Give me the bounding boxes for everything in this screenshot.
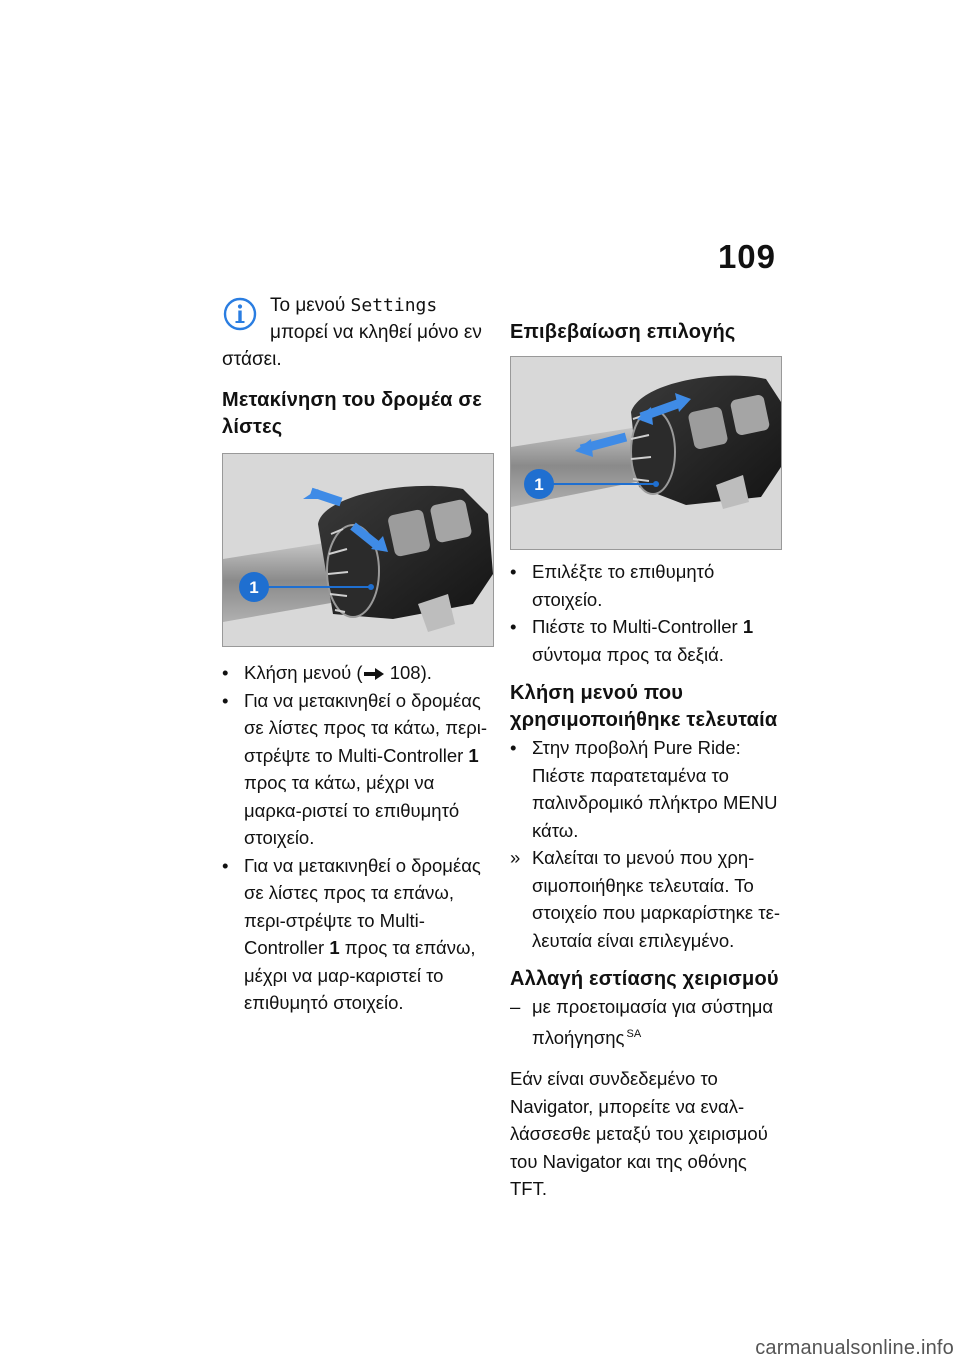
list-item	[510, 734, 782, 844]
bullet-marker: •	[222, 689, 229, 711]
section-heading-move-cursor: Μετακίνηση του δρομέα σε λίστες	[222, 389, 482, 438]
result-marker: »	[510, 847, 521, 868]
note-code: Settings	[350, 295, 438, 316]
list-item	[222, 687, 494, 852]
body-paragraph: Εάν είναι συνδεδεμένο το Navigator, μπορείτε να εναλ-λάσσεσθε μεταξύ του χειρισμού του Navigator και της οθόνης TFT.	[510, 1068, 768, 1200]
list-item-text: προς τα κάτω, μέχρι να μαρκα-ριστεί το επιθυμητό στοιχείο.	[244, 772, 460, 848]
note-text-line2: μπορεί να κληθεί μόνο εν	[270, 322, 482, 343]
figure-controller-rotate	[222, 453, 494, 647]
list-item	[510, 613, 782, 668]
controller-illustration	[223, 454, 493, 646]
dash-marker: –	[510, 996, 521, 1017]
bullet-marker: •	[510, 616, 517, 637]
bullet-marker: •	[510, 737, 517, 758]
list-item	[510, 993, 782, 1051]
right-dash-list	[510, 993, 782, 1051]
list-item	[222, 659, 494, 687]
page-ref: 108).	[389, 662, 432, 683]
info-note	[222, 292, 494, 373]
list-item-text: Για να μετακινηθεί ο δρομέας σε λίστες προς τα επάνω, περι-στρέψτε το Multi-Controller	[244, 854, 481, 958]
list-item-text: Στην προβολή Pure Ride: Πιέστε παρατεταμένα το παλινδρομικό πλήκτρο MENU κάτω.	[532, 737, 778, 841]
list-item-text: Πιέστε το Multi-Controller	[532, 616, 743, 637]
callout-ref: 1	[329, 937, 340, 958]
list-item-text: Κλήση μενού (	[244, 662, 363, 683]
list-item	[510, 844, 782, 954]
note-text-pre: Το μενού	[270, 295, 351, 316]
list-item-text: Επιλέξτε το επιθυμητό στοιχείο.	[532, 561, 715, 610]
bullet-marker: •	[510, 561, 517, 582]
list-item-text: σύντομα προς τα δεξιά.	[532, 643, 724, 665]
list-item-text: προς τα επάνω, μέχρι να μαρ-καριστεί το επιθυμητό στοιχείο.	[244, 937, 476, 1013]
callout-ref: 1	[742, 616, 754, 637]
bullet-marker: •	[222, 854, 229, 876]
left-bullet-list	[222, 659, 494, 1017]
section-heading-focus: Αλλαγή εστίασης χειρισμού	[510, 968, 779, 990]
figure-controller-press	[510, 356, 782, 550]
page-number: 109	[717, 238, 776, 275]
figure-callout-1: 1	[249, 578, 259, 597]
figure-callout-1: 1	[534, 475, 544, 494]
special-accessory-mark: SA	[626, 1027, 642, 1040]
callout-ref: 1	[468, 744, 479, 766]
section-heading-confirm: Επιβεβαίωση επιλογής	[510, 321, 736, 343]
controller-illustration	[511, 357, 781, 549]
right-bullet-list-2	[510, 734, 782, 954]
list-item	[222, 852, 494, 1017]
info-icon	[222, 296, 258, 332]
arrow-right-icon	[363, 667, 385, 681]
note-text-line3: στάσει.	[222, 349, 282, 370]
right-bullet-list-1	[510, 558, 782, 668]
list-item-text: με προετοιμασία για σύστημα πλοήγησης	[532, 996, 774, 1048]
bullet-marker: •	[222, 662, 229, 683]
left-column	[222, 292, 494, 1017]
right-column	[510, 319, 782, 1203]
watermark: carmanualsonline.info	[755, 1337, 954, 1359]
list-item-text: Για να μετακινηθεί ο δρομέας σε λίστες προς τα κάτω, περι-στρέψτε το Multi-Controller	[244, 689, 488, 766]
section-heading-last-menu: Κλήση μενού που χρησιμοποιήθηκε τελευταία	[510, 682, 778, 731]
list-item	[510, 558, 782, 613]
list-item-text: Καλείται το μενού που χρη-σιμοποιήθηκε τελευταία. Το στοιχείο που μαρκαρίστηκε τε-λευταία είναι επιλεγμένο.	[532, 847, 781, 951]
